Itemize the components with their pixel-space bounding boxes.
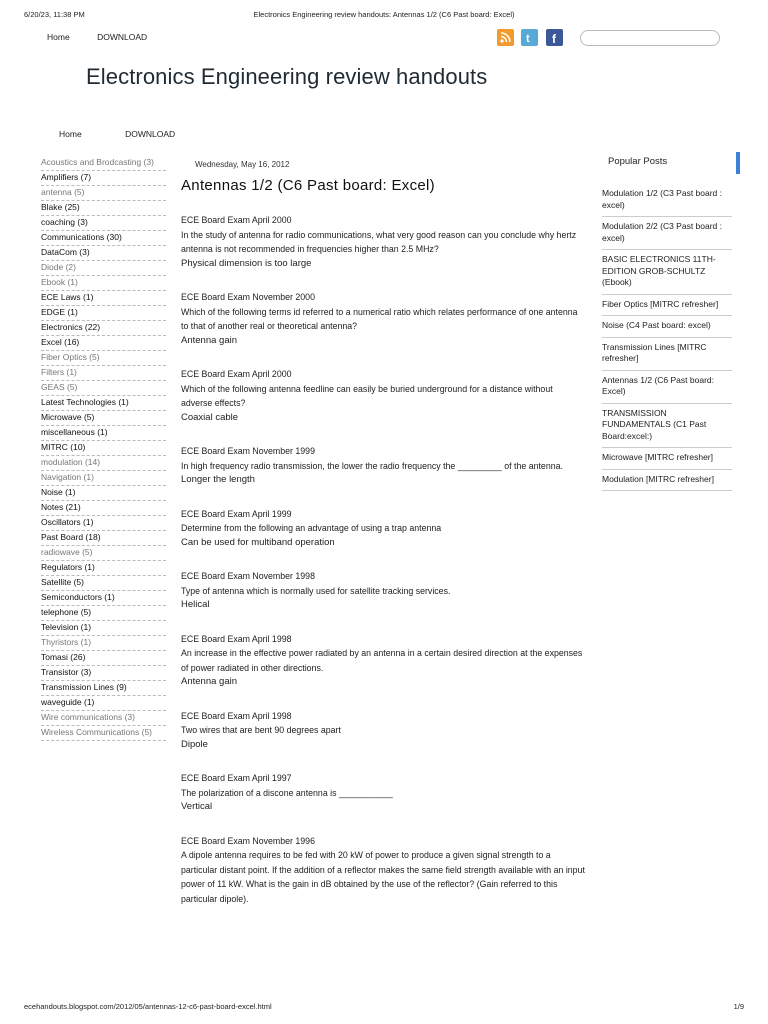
category-link[interactable]: Regulators (1) (41, 561, 166, 576)
question-answer: Helical (181, 599, 210, 610)
post-date: Wednesday, May 16, 2012 (195, 160, 290, 169)
category-link[interactable]: coaching (3) (41, 216, 166, 231)
question-source: ECE Board Exam November 1996 (181, 835, 315, 846)
question-item (181, 290, 586, 348)
category-link[interactable]: Satellite (5) (41, 576, 166, 591)
question-text: Which of the following terms id referred to a numerical ratio which relates performance of one antenna to that of another real or theoretical antenna? (181, 306, 578, 331)
post (181, 160, 586, 906)
question-answer: Antenna gain (181, 676, 237, 687)
category-link[interactable]: Blake (25) (41, 201, 166, 216)
social-icons (497, 29, 566, 47)
question-list (181, 213, 586, 906)
popular-post-link[interactable]: Modulation [MITRC refresher] (602, 470, 732, 492)
popular-post-link[interactable]: Antennas 1/2 (C6 Past board: Excel) (602, 371, 732, 404)
category-link[interactable]: Noise (1) (41, 486, 166, 501)
category-list (41, 156, 166, 741)
category-link[interactable]: Transmission Lines (9) (41, 681, 166, 696)
popular-post-link[interactable]: Modulation 2/2 (C3 Past board : excel) (602, 217, 732, 250)
popular-post-link[interactable]: TRANSMISSION FUNDAMENTALS (C1 Past Board:excel:) (602, 404, 732, 449)
question-item (181, 709, 586, 753)
question-item (181, 213, 586, 271)
category-link[interactable]: GEAS (5) (41, 381, 166, 396)
sub-nav (59, 129, 175, 139)
post-title: Antennas 1/2 (C6 Past board: Excel) (181, 177, 435, 194)
question-source: ECE Board Exam April 2000 (181, 369, 292, 379)
category-link[interactable]: Wire communications (3) (41, 711, 166, 726)
question-item (181, 834, 586, 907)
category-link[interactable]: Fiber Optics (5) (41, 351, 166, 366)
category-link[interactable]: ECE Laws (1) (41, 291, 166, 306)
question-source: ECE Board Exam April 2000 (181, 215, 292, 225)
question-item (181, 632, 586, 690)
question-source: ECE Board Exam November 1998 (181, 571, 315, 581)
category-link[interactable]: antenna (5) (41, 186, 166, 201)
print-url: ecehandouts.blogspot.com/2012/05/antennas-12-c6-past-board-excel.html (24, 1002, 272, 1011)
facebook-icon[interactable] (546, 29, 563, 46)
question-answer: Coaxial cable (181, 411, 239, 423)
question-text: Determine from the following an advantage of using a trap antenna (181, 523, 442, 533)
category-link[interactable]: Excel (16) (41, 336, 166, 351)
print-datetime: 6/20/23, 11:38 PM (24, 10, 85, 19)
top-nav-download-link[interactable]: DOWNLOAD (97, 32, 148, 42)
svg-text:f: f (551, 32, 556, 46)
svg-text:t: t (526, 33, 531, 45)
site-title[interactable]: Electronics Engineering review handouts (86, 64, 488, 89)
category-link[interactable]: radiowave (5) (41, 546, 166, 561)
question-source: ECE Board Exam April 1997 (181, 773, 292, 783)
popular-post-link[interactable]: Fiber Optics [MITRC refresher] (602, 295, 732, 317)
popular-post-link[interactable]: Modulation 1/2 (C3 Past board : excel) (602, 184, 732, 217)
category-link[interactable]: DataCom (3) (41, 246, 166, 261)
category-link[interactable]: Amplifiers (7) (41, 171, 166, 186)
question-text: An increase in the effective power radiated by an antenna in a certain desired direction at the expenses of power radiated in other directions. (181, 648, 583, 673)
category-link[interactable]: Television (1) (41, 621, 166, 636)
category-link[interactable]: Acoustics and Brodcasting (3) (41, 156, 166, 171)
question-text: A dipole antenna requires to be fed with 20 kW of power to produce a given signal strength to a particular distant point. If the addition of a reflector makes the same field strength available with an input power of 11 kW. What is the gain in dB obtained by the use of the reflector? (Gain referred to this particular dipole). (181, 850, 585, 904)
top-nav (47, 32, 172, 42)
question-answer: Antenna gain (181, 334, 237, 346)
search-input[interactable] (580, 30, 720, 46)
question-item (181, 569, 586, 613)
category-link[interactable]: telephone (5) (41, 606, 166, 621)
question-item (181, 771, 586, 815)
question-item (181, 367, 586, 425)
print-header (24, 10, 744, 22)
question-answer: Vertical (181, 801, 213, 812)
question-source: ECE Board Exam November 1999 (181, 446, 315, 456)
popular-posts-accent (736, 152, 740, 174)
category-link[interactable]: Transistor (3) (41, 666, 166, 681)
category-link[interactable]: modulation (14) (41, 456, 166, 471)
question-text: In high frequency radio transmission, the lower the radio frequency the _________ of the antenna. (181, 460, 563, 471)
popular-post-link[interactable]: BASIC ELECTRONICS 11TH-EDITION GROB-SCHULTZ (Ebook) (602, 250, 732, 295)
print-page-title: Electronics Engineering review handouts: Antennas 1/2 (C6 Past board: Excel) (253, 10, 515, 19)
category-link[interactable]: waveguide (1) (41, 696, 166, 711)
popular-posts (602, 156, 732, 491)
popular-posts-title: Popular Posts (608, 156, 668, 167)
rss-icon[interactable] (497, 29, 514, 46)
twitter-icon[interactable] (521, 29, 538, 46)
category-link[interactable]: Notes (21) (41, 501, 166, 516)
category-link[interactable]: MITRC (10) (41, 441, 166, 456)
category-link[interactable]: Latest Technologies (1) (41, 396, 166, 411)
category-link[interactable]: miscellaneous (1) (41, 426, 166, 441)
print-page-number: 1/9 (733, 1002, 744, 1011)
question-answer: Dipole (181, 738, 208, 750)
question-source: ECE Board Exam November 2000 (181, 292, 315, 302)
question-text: Type of antenna which is normally used for satellite tracking services. (181, 585, 451, 596)
category-link[interactable]: Electronics (22) (41, 321, 166, 336)
category-link[interactable]: EDGE (1) (41, 306, 166, 321)
popular-post-link[interactable]: Noise (C4 Past board: excel) (602, 316, 732, 338)
question-text: Two wires that are bent 90 degrees apart (181, 725, 341, 735)
top-nav-home-link[interactable]: Home (47, 32, 70, 42)
question-text: Which of the following antenna feedline can easily be buried underground for a distance without adverse effects? (181, 383, 553, 408)
category-link[interactable]: Past Board (18) (41, 531, 166, 546)
sub-nav-home-link[interactable]: Home (59, 129, 82, 139)
popular-post-link[interactable]: Microwave [MITRC refresher] (602, 448, 732, 470)
category-link[interactable]: Filters (1) (41, 366, 166, 381)
category-link[interactable]: Oscillators (1) (41, 516, 166, 531)
category-link[interactable]: Diode (2) (41, 261, 166, 276)
category-link[interactable]: Ebook (1) (41, 276, 166, 291)
question-text: In the study of antenna for radio communications, what very good reason can you conclude why hertz antenna is not recommended in frequencies higher than 2.5 MHz? (181, 229, 577, 254)
question-answer: Physical dimension is too large (181, 257, 312, 269)
category-link[interactable]: Thyristors (1) (41, 636, 166, 651)
question-source: ECE Board Exam April 1999 (181, 508, 292, 519)
question-answer: Longer the length (181, 474, 255, 485)
popular-post-link[interactable]: Transmission Lines [MITRC refresher] (602, 338, 732, 371)
question-item (181, 444, 586, 488)
category-link[interactable]: Tomasi (26) (41, 651, 166, 666)
question-answer: Can be used for multiband operation (181, 536, 335, 548)
category-link[interactable]: Communications (30) (41, 231, 166, 246)
category-link[interactable]: Semiconductors (1) (41, 591, 166, 606)
question-text: The polarization of a discone antenna is ___________ (181, 787, 393, 798)
category-link[interactable]: Wireless Communications (5) (41, 726, 166, 741)
question-item (181, 507, 586, 551)
popular-posts-list (602, 184, 732, 491)
category-link[interactable]: Navigation (1) (41, 471, 166, 486)
question-source: ECE Board Exam April 1998 (181, 710, 292, 721)
sub-nav-download-link[interactable]: DOWNLOAD (125, 129, 176, 139)
print-footer (24, 1002, 744, 1011)
question-source: ECE Board Exam April 1998 (181, 633, 292, 644)
category-link[interactable]: Microwave (5) (41, 411, 166, 426)
